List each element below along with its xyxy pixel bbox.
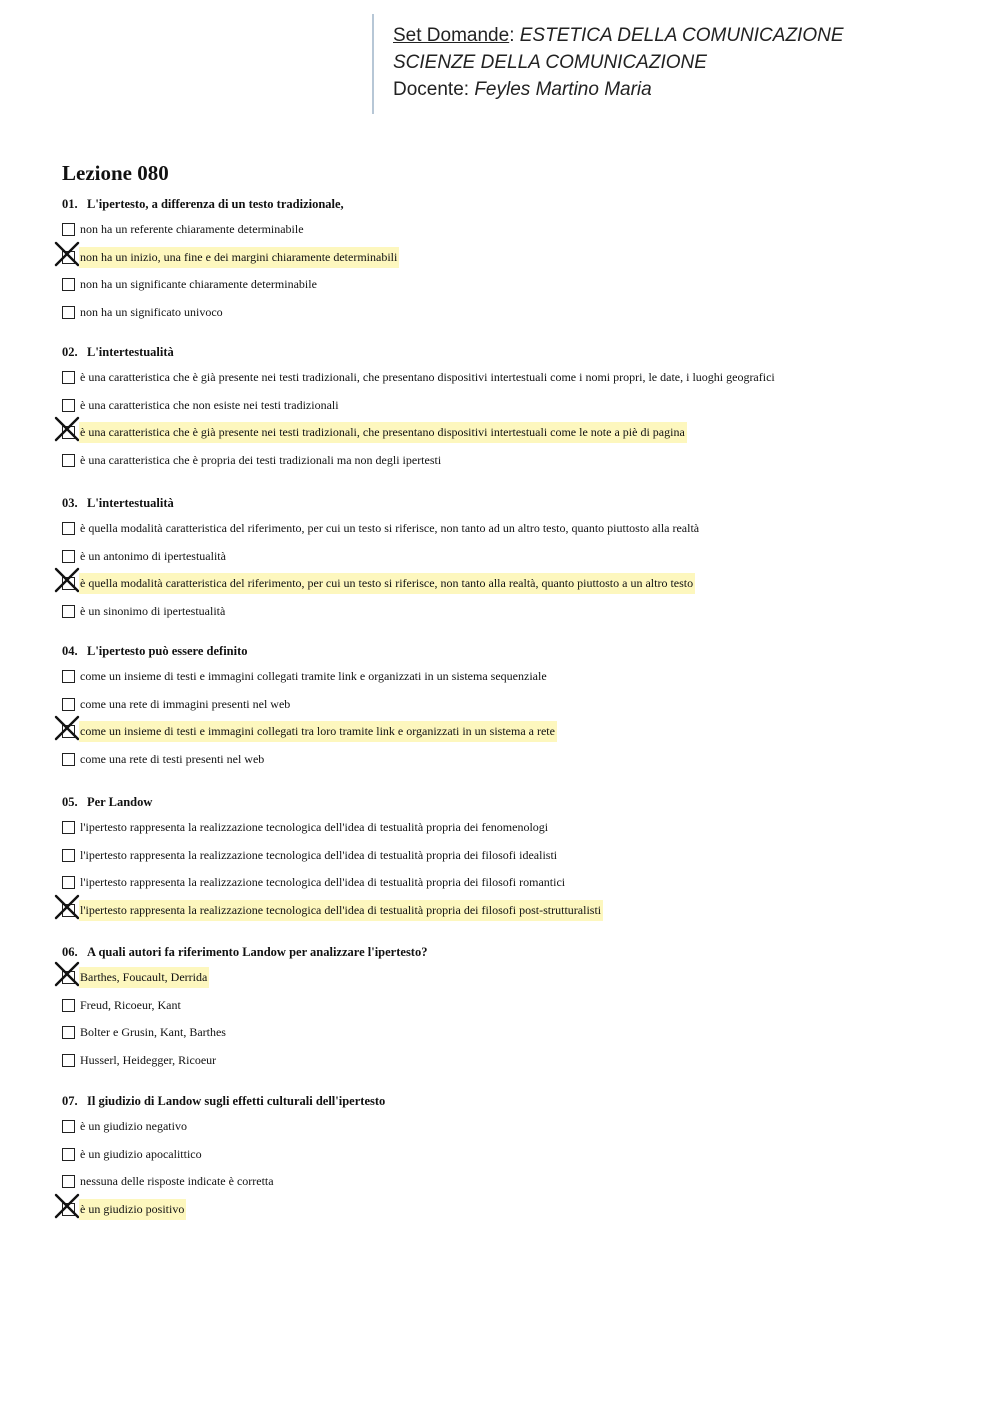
- question-text: L'ipertesto può essere definito: [87, 644, 248, 658]
- answer-text: è quella modalità caratteristica del riferimento, per cui un testo si riferisce, non tanto ad un altro testo, quanto piuttosto alla realtà: [80, 521, 700, 535]
- question-text: L'ipertesto, a differenza di un testo tradizionale,: [87, 197, 344, 211]
- answer-option[interactable]: [62, 395, 962, 423]
- answer-text: come una rete di immagini presenti nel web: [80, 696, 291, 711]
- question-text: A quali autori fa riferimento Landow per analizzare l'ipertesto?: [87, 945, 428, 959]
- answer-option[interactable]: [62, 546, 962, 574]
- checkbox[interactable]: [62, 399, 75, 412]
- answer-option[interactable]: [62, 302, 962, 330]
- question-block: [62, 942, 962, 1077]
- question-number: 02.: [62, 345, 78, 359]
- checkbox[interactable]: [62, 999, 75, 1012]
- question-block: [62, 493, 962, 628]
- question-block: [62, 342, 962, 477]
- answer-option-selected[interactable]: [62, 1199, 962, 1227]
- question-title: [62, 342, 962, 362]
- checkbox[interactable]: [62, 454, 75, 467]
- answer-option[interactable]: [62, 1144, 962, 1172]
- course-name: ESTETICA DELLA COMUNICAZIONE: [519, 25, 844, 46]
- question-block: [62, 194, 962, 329]
- question-number: 05.: [62, 795, 78, 809]
- question-number: 04.: [62, 644, 78, 658]
- answer-text: è una caratteristica che è già presente nei testi tradizionali, che presentano dispositivi intertestuali come le note a piè di pagina: [79, 422, 687, 443]
- question-block: [62, 1091, 962, 1226]
- answer-text: è una caratteristica che non esiste nei testi tradizionali: [80, 397, 339, 412]
- checkbox[interactable]: [62, 849, 75, 862]
- answer-option[interactable]: [62, 367, 962, 395]
- answer-text: come un insieme di testi e immagini collegati tra loro tramite link e organizzati in un sistema a rete: [79, 721, 557, 742]
- check-x-icon: [54, 894, 80, 920]
- answer-option-selected[interactable]: [62, 967, 962, 995]
- check-x-icon: [54, 241, 80, 267]
- header-set-line: [393, 22, 932, 49]
- checkbox[interactable]: [62, 1175, 75, 1188]
- answer-text: è un sinonimo di ipertestualità: [80, 603, 226, 618]
- question-block: [62, 641, 962, 776]
- answer-text: non ha un significato univoco: [80, 304, 223, 319]
- check-x-icon: [54, 567, 80, 593]
- checkbox[interactable]: [62, 306, 75, 319]
- answer-option[interactable]: [62, 817, 962, 845]
- answer-option[interactable]: [62, 694, 962, 722]
- checkbox[interactable]: [62, 1148, 75, 1161]
- set-separator: :: [509, 25, 520, 46]
- question-title: [62, 493, 962, 513]
- answer-text: è un antonimo di ipertestualità: [80, 548, 226, 563]
- answer-option-selected[interactable]: [62, 422, 962, 450]
- answer-text: l'ipertesto rappresenta la realizzazione tecnologica dell'idea di testualità propria dei filosofi idealisti: [80, 847, 558, 862]
- answer-option[interactable]: [62, 995, 962, 1023]
- question-number: 06.: [62, 945, 78, 959]
- checkbox[interactable]: [62, 698, 75, 711]
- answer-option[interactable]: [62, 1171, 962, 1199]
- checkbox[interactable]: [62, 821, 75, 834]
- answer-option-selected[interactable]: [62, 573, 962, 601]
- answer-text: è un giudizio negativo: [80, 1119, 187, 1133]
- answer-text: Barthes, Foucault, Derrida: [79, 967, 209, 988]
- answer-text: come un insieme di testi e immagini collegati tramite link e organizzati in un sistema sequenziale: [80, 669, 547, 683]
- answer-text: non ha un significante chiaramente determinabile: [80, 277, 317, 291]
- answer-text: non ha un referente chiaramente determinabile: [80, 222, 304, 236]
- answer-text: Husserl, Heidegger, Ricoeur: [80, 1052, 217, 1067]
- answer-text: è un giudizio positivo: [79, 1199, 186, 1220]
- answer-option[interactable]: [62, 518, 962, 546]
- question-number: 07.: [62, 1094, 78, 1108]
- header-teacher-line: [393, 76, 932, 103]
- answer-text: è quella modalità caratteristica del riferimento, per cui un testo si riferisce, non tanto alla realtà, quanto piuttosto a un altro testo: [79, 573, 695, 594]
- question-title: [62, 194, 962, 214]
- check-x-icon: [54, 961, 80, 987]
- checkbox[interactable]: [62, 522, 75, 535]
- set-label: Set Domande: [393, 25, 510, 46]
- answer-text: è un giudizio apocalittico: [80, 1146, 202, 1161]
- question-title: [62, 641, 962, 661]
- answer-option[interactable]: [62, 601, 962, 629]
- answer-option-selected[interactable]: [62, 721, 962, 749]
- answer-option[interactable]: [62, 450, 962, 478]
- question-block: [62, 792, 962, 927]
- checkbox[interactable]: [62, 278, 75, 291]
- checkbox[interactable]: [62, 753, 75, 766]
- checkbox[interactable]: [62, 670, 75, 683]
- checkbox[interactable]: [62, 1120, 75, 1133]
- question-text: Per Landow: [87, 795, 153, 809]
- answer-text: l'ipertesto rappresenta la realizzazione tecnologica dell'idea di testualità propria dei filosofi post-strutturalisti: [79, 900, 603, 921]
- checkbox[interactable]: [62, 605, 75, 618]
- question-title: [62, 792, 962, 812]
- lesson-title: Lezione 080: [62, 161, 169, 185]
- checkbox[interactable]: [62, 1026, 75, 1039]
- answer-text: nessuna delle risposte indicate è corretta: [80, 1174, 274, 1188]
- check-x-icon: [54, 715, 80, 741]
- answer-option-selected[interactable]: [62, 247, 962, 275]
- answer-text: l'ipertesto rappresenta la realizzazione tecnologica dell'idea di testualità propria dei filosofi romantici: [80, 875, 566, 889]
- question-number: 01.: [62, 197, 78, 211]
- question-text: Il giudizio di Landow sugli effetti culturali dell'ipertesto: [87, 1094, 386, 1108]
- answer-option[interactable]: [62, 1022, 962, 1050]
- answer-option[interactable]: [62, 749, 962, 777]
- answer-text: l'ipertesto rappresenta la realizzazione tecnologica dell'idea di testualità propria dei fenomenologi: [80, 820, 549, 834]
- answer-text: è una caratteristica che è già presente nei testi tradizionali, che presentano dispositivi intertestuali come i nomi propri, le date, i luoghi geografici: [80, 370, 775, 384]
- answer-option[interactable]: [62, 845, 962, 873]
- check-x-icon: [54, 416, 80, 442]
- answer-option[interactable]: [62, 666, 962, 694]
- question-number: 03.: [62, 496, 78, 510]
- answer-option[interactable]: [62, 1050, 962, 1078]
- answer-text: Freud, Ricoeur, Kant: [80, 997, 181, 1012]
- question-title: [62, 942, 962, 962]
- checkbox[interactable]: [62, 1054, 75, 1067]
- answer-option[interactable]: [62, 1116, 962, 1144]
- answer-text: come una rete di testi presenti nel web: [80, 751, 265, 766]
- answer-option[interactable]: [62, 872, 962, 900]
- teacher-name: Feyles Martino Maria: [474, 79, 652, 100]
- answer-text: è una caratteristica che è propria dei testi tradizionali ma non degli ipertesti: [80, 452, 442, 467]
- document-header: [372, 14, 932, 114]
- checkbox[interactable]: [62, 550, 75, 563]
- question-text: L'intertestualità: [87, 496, 174, 510]
- check-x-icon: [54, 1193, 80, 1219]
- question-title: [62, 1091, 962, 1111]
- question-text: L'intertestualità: [87, 345, 174, 359]
- answer-option[interactable]: [62, 274, 962, 302]
- faculty-name: SCIENZE DELLA COMUNICAZIONE: [393, 52, 707, 73]
- answer-text: non ha un inizio, una fine e dei margini chiaramente determinabili: [79, 247, 399, 268]
- checkbox[interactable]: [62, 223, 75, 236]
- checkbox[interactable]: [62, 371, 75, 384]
- answer-option-selected[interactable]: [62, 900, 962, 928]
- answer-option[interactable]: [62, 219, 962, 247]
- answer-text: Bolter e Grusin, Kant, Barthes: [80, 1025, 226, 1039]
- teacher-label: Docente:: [393, 79, 475, 100]
- checkbox[interactable]: [62, 876, 75, 889]
